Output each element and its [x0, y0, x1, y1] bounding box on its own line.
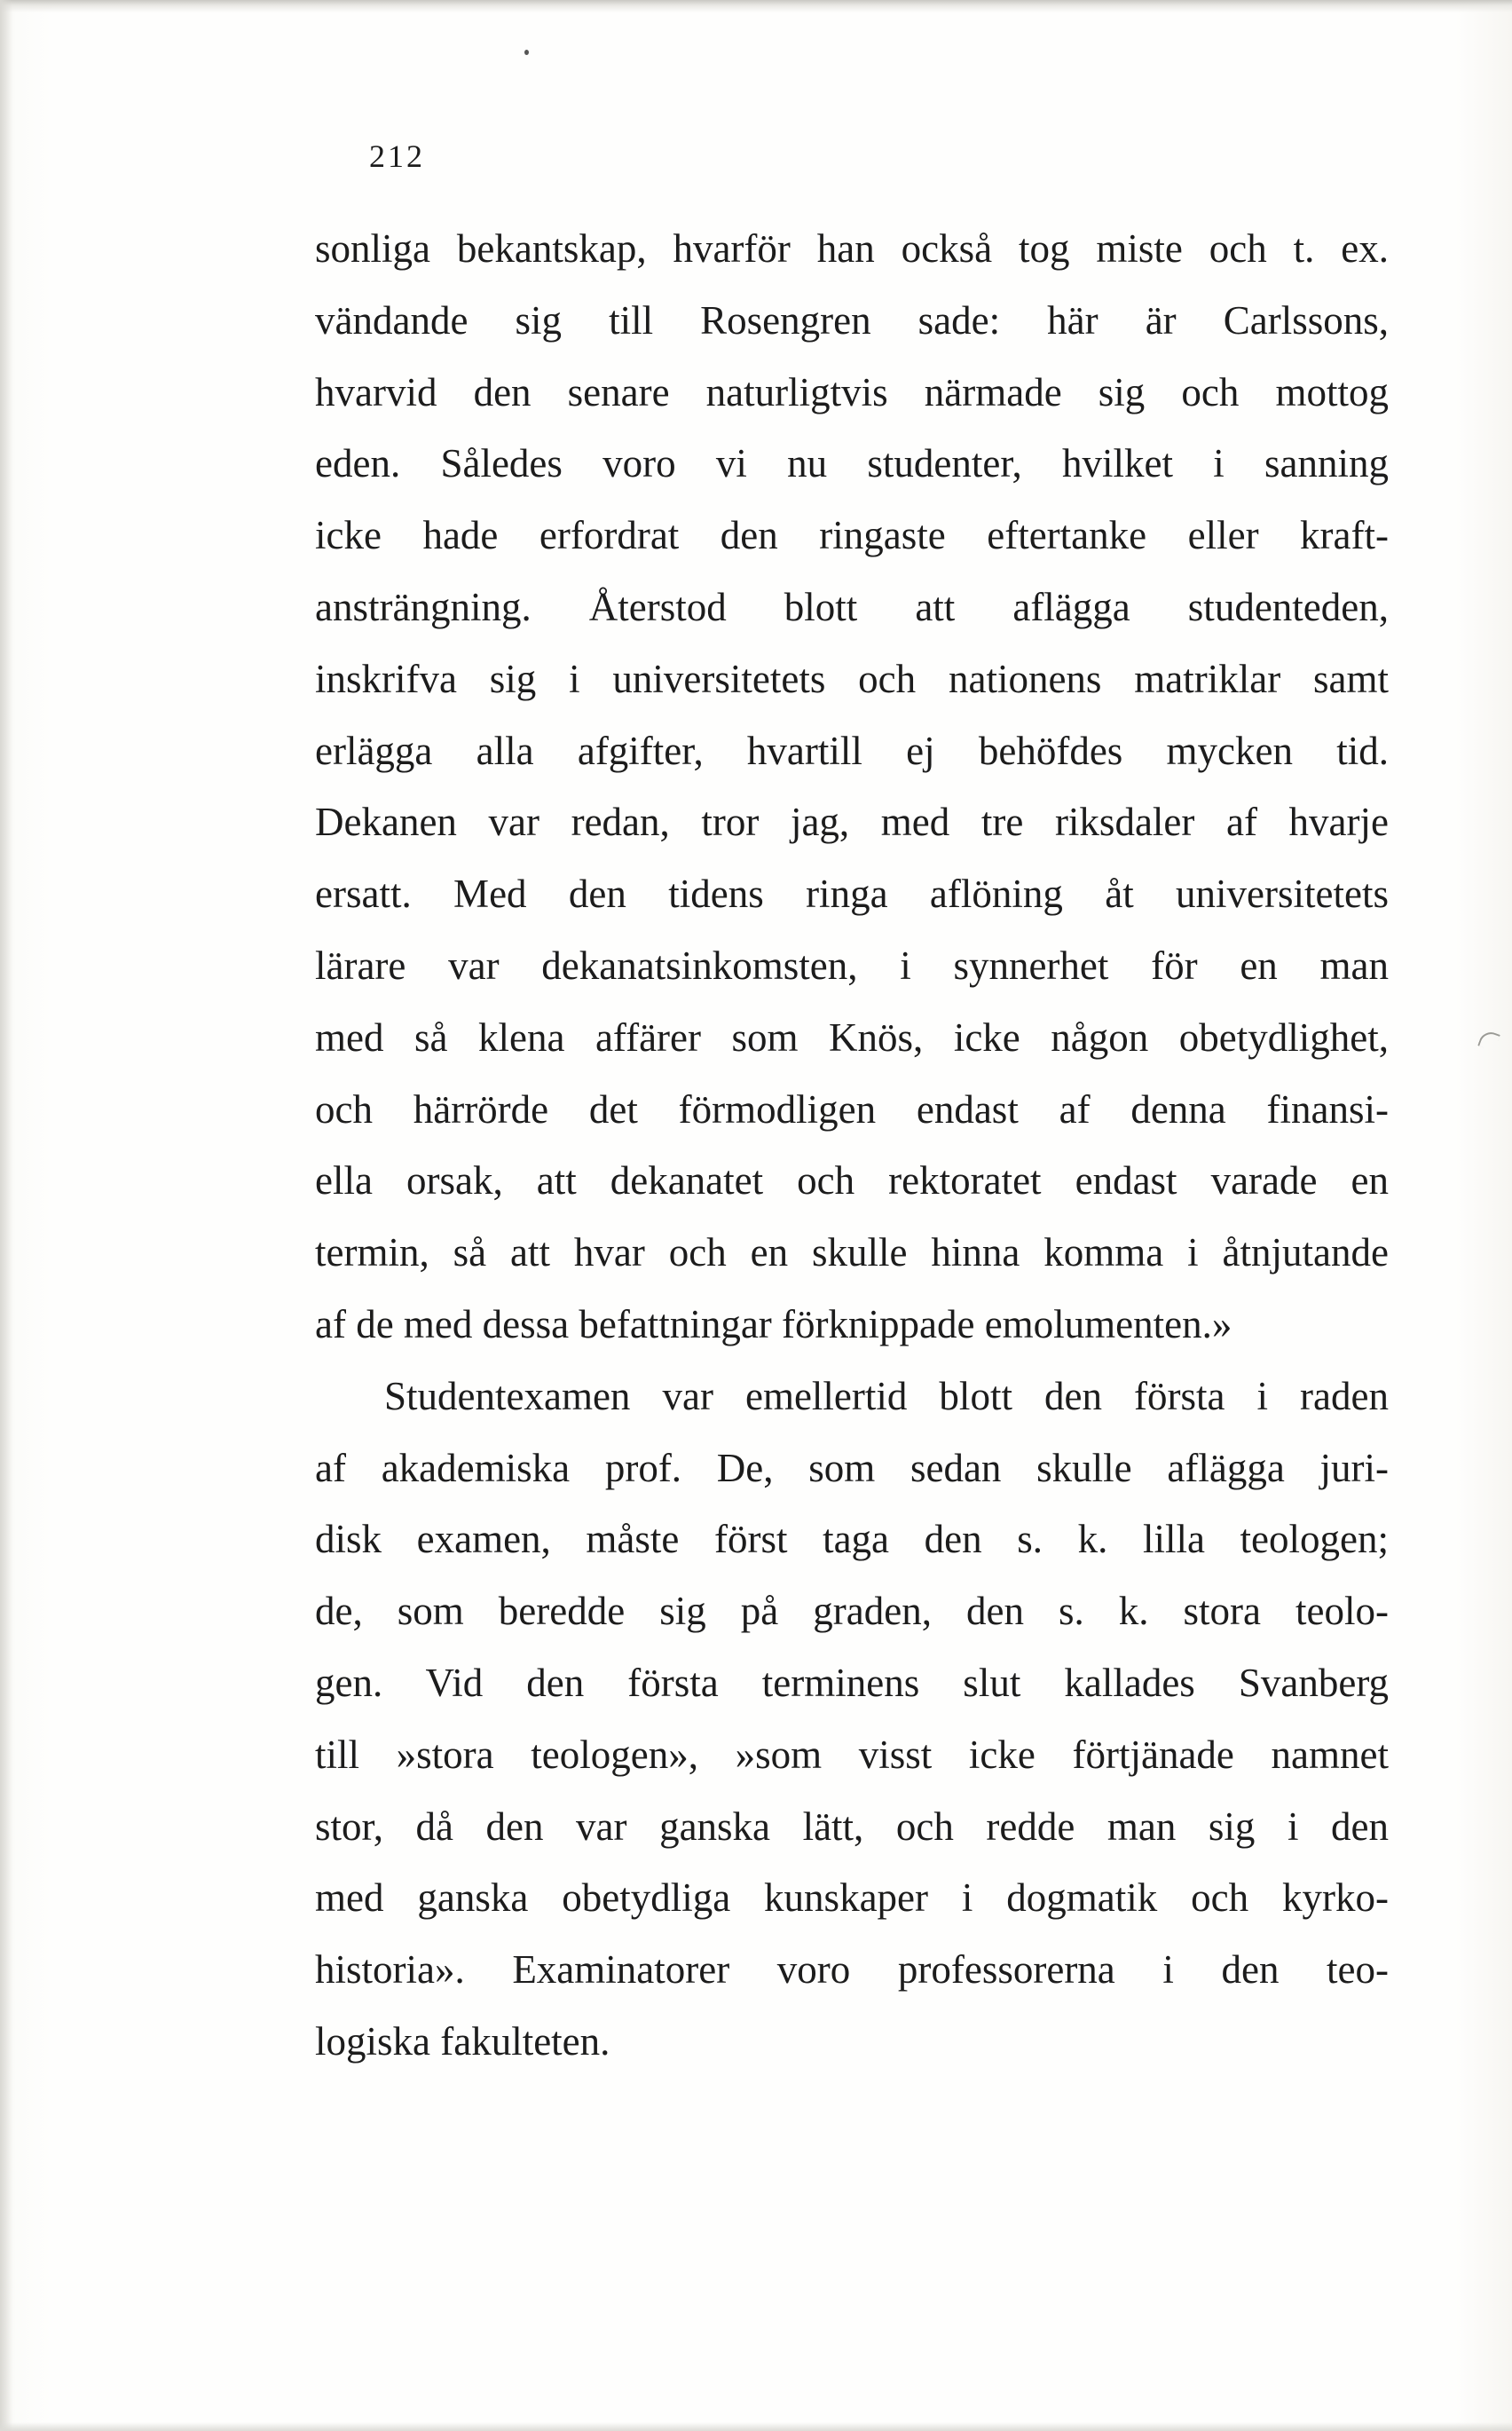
text-line: gen. Vid den första terminens slut kallades Svanberg: [315, 1660, 1389, 1705]
text-line: ansträngning. Återstod blott att aflägga studenteden,: [315, 584, 1389, 629]
page-bottom-edge-shadow: [0, 2422, 1512, 2431]
text-line: med ganska obetydliga kunskaper i dogmatik och kyrko-: [315, 1875, 1389, 1921]
text-line: stor, då den var ganska lätt, och redde man sig i den: [315, 1804, 1389, 1849]
body-text: [315, 213, 1389, 2078]
text-line: och härrörde det förmodligen endast af denna finansi-: [315, 1086, 1389, 1132]
text-line: af akademiska prof. De, som sedan skulle aflägga juri-: [315, 1445, 1389, 1490]
text-line: erlägga alla afgifter, hvartill ej behöfdes mycken tid.: [315, 728, 1389, 773]
text-line: inskrifva sig i universitetets och nationens matriklar samt: [315, 656, 1389, 701]
text-line: med så klena affärer som Knös, icke någon obetydlighet,: [315, 1014, 1389, 1060]
text-line: sonliga bekantskap, hvarför han också tog miste och t. ex.: [315, 226, 1389, 271]
text-line: termin, så att hvar och en skulle hinna komma i åtnjutande: [315, 1230, 1389, 1275]
page-number: 212: [369, 138, 425, 174]
text-line: hvarvid den senare naturligtvis närmade sig och mottog: [315, 369, 1389, 414]
text-line: vändande sig till Rosengren sade: här är Carlssons,: [315, 297, 1389, 343]
page-left-edge-shadow: [0, 0, 12, 2431]
text-line: eden. Således voro vi nu studenter, hvilket i sanning: [315, 441, 1389, 486]
page-top-edge-shadow: [0, 0, 1512, 12]
text-line: lärare var dekanatsinkomsten, i synnerhet för en man: [315, 943, 1389, 988]
text-line: historia». Examinatorer voro professorerna i den teo-: [315, 1947, 1389, 1993]
text-line: disk examen, måste först taga den s. k. lilla teologen;: [315, 1517, 1389, 1562]
text-line: icke hade erfordrat den ringaste eftertanke eller kraft-: [315, 513, 1389, 558]
margin-pencil-mark: [1477, 1029, 1500, 1052]
text-line-paragraph-start: Studentexamen var emellertid blott den första i raden: [384, 1373, 1389, 1418]
text-line: af de med dessa befattningar förknippade emolumenten.»: [315, 1301, 1232, 1346]
text-line: ella orsak, att dekanatet och rektoratet endast varade en: [315, 1158, 1389, 1204]
text-line: de, som beredde sig på graden, den s. k. stora teolo-: [315, 1589, 1389, 1634]
text-line: Dekanen var redan, tror jag, med tre riksdaler af hvarje: [315, 800, 1389, 845]
text-line: ersatt. Med den tidens ringa aflöning åt universitetets: [315, 872, 1389, 917]
ink-speck: [524, 50, 529, 55]
text-line: logiska fakulteten.: [315, 2018, 610, 2064]
text-line: till »stora teologen», »som visst icke förtjänade namnet: [315, 1732, 1389, 1777]
